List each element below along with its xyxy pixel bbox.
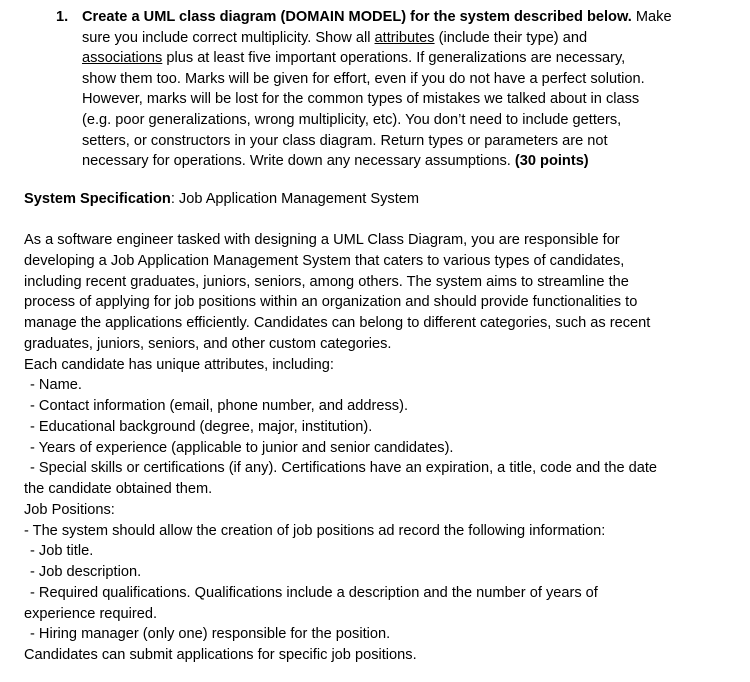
question-line-2 [56, 28, 702, 49]
question-line-2-post: (include their type) and [434, 29, 588, 46]
body-line: As a software engineer tasked with designing a UML Class Diagram, you are responsible for [24, 232, 620, 248]
section-label: Job Positions: [24, 501, 115, 518]
list-item: - Hiring manager (only one) responsible for the position. [30, 626, 391, 643]
question-line-1 [56, 7, 702, 28]
body-line: graduates, juniors, seniors, and other custom categories. [24, 335, 392, 352]
question-line-8-text: necessary for operations. Write down any necessary assumptions. [82, 153, 515, 170]
list-item: - Years of experience (applicable to junior and senior candidates). [30, 439, 454, 456]
question-line-1-tail: Make [631, 9, 672, 25]
list-item: - Contact information (email, phone number, and address). [30, 398, 409, 414]
question-number: 1. [56, 9, 69, 25]
spec-label: System Specification [24, 191, 171, 207]
body-line: process of applying for job positions within an organization and should provide functionalities to [24, 294, 638, 311]
question-line-7 [56, 131, 702, 152]
specification-body [24, 230, 724, 666]
body-line: manage the applications efficiently. Candidates can belong to different categories, such as recent [24, 315, 651, 331]
question-line-8 [56, 151, 702, 172]
spec-separator: : [170, 191, 179, 207]
attributes-term: attributes [374, 29, 435, 46]
body-line: Candidates can submit applications for specific job positions. [24, 647, 417, 663]
points-label: (30 points) [514, 153, 589, 170]
question-line-5-text: However, marks will be lost for the common types of mistakes we talked about in class [82, 91, 640, 108]
body-line: experience required. [24, 605, 158, 622]
associations-term: associations [82, 50, 163, 67]
body-line: Each candidate has unique attributes, including: [24, 356, 334, 373]
question-block [56, 7, 702, 172]
question-line-4 [56, 69, 702, 90]
question-line-6-text: (e.g. poor generalizations, wrong multiplicity, etc). You don’t need to include getters, [82, 111, 622, 128]
question-line-3-post: plus at least five important operations. If generalizations are necessary, [162, 50, 626, 67]
system-specification-heading [24, 189, 419, 209]
body-line: the candidate obtained them. [24, 481, 213, 497]
body-line: including recent graduates, juniors, seniors, among others. The system aims to streamline the [24, 273, 629, 290]
body-line: developing a Job Application Management System that caters to various types of candidates, [24, 252, 625, 269]
list-item: - Name. [30, 377, 82, 394]
question-line-6 [56, 110, 702, 131]
list-item: - Job description. [30, 564, 142, 580]
question-title: Create a UML class diagram (DOMAIN MODEL) for the system described below. [82, 9, 632, 25]
body-line: - The system should allow the creation of job positions ad record the following information: [24, 522, 606, 539]
list-item: - Special skills or certifications (if any). Certifications have an expiration, a title, code and the date [30, 460, 658, 477]
spec-title: Job Application Management System [178, 191, 420, 207]
question-line-5 [56, 89, 702, 110]
list-item: - Job title. [30, 543, 94, 560]
question-line-7-text: setters, or constructors in your class diagram. Return types or parameters are not [82, 132, 608, 149]
list-item: - Educational background (degree, major, institution). [30, 418, 373, 435]
list-item: - Required qualifications. Qualifications include a description and the number of years of [30, 584, 598, 601]
question-line-4-text: show them too. Marks will be given for effort, even if you do not have a perfect solution. [82, 70, 645, 87]
question-line-3 [56, 48, 702, 69]
question-line-2-text: sure you include correct multiplicity. Show all [82, 29, 375, 46]
